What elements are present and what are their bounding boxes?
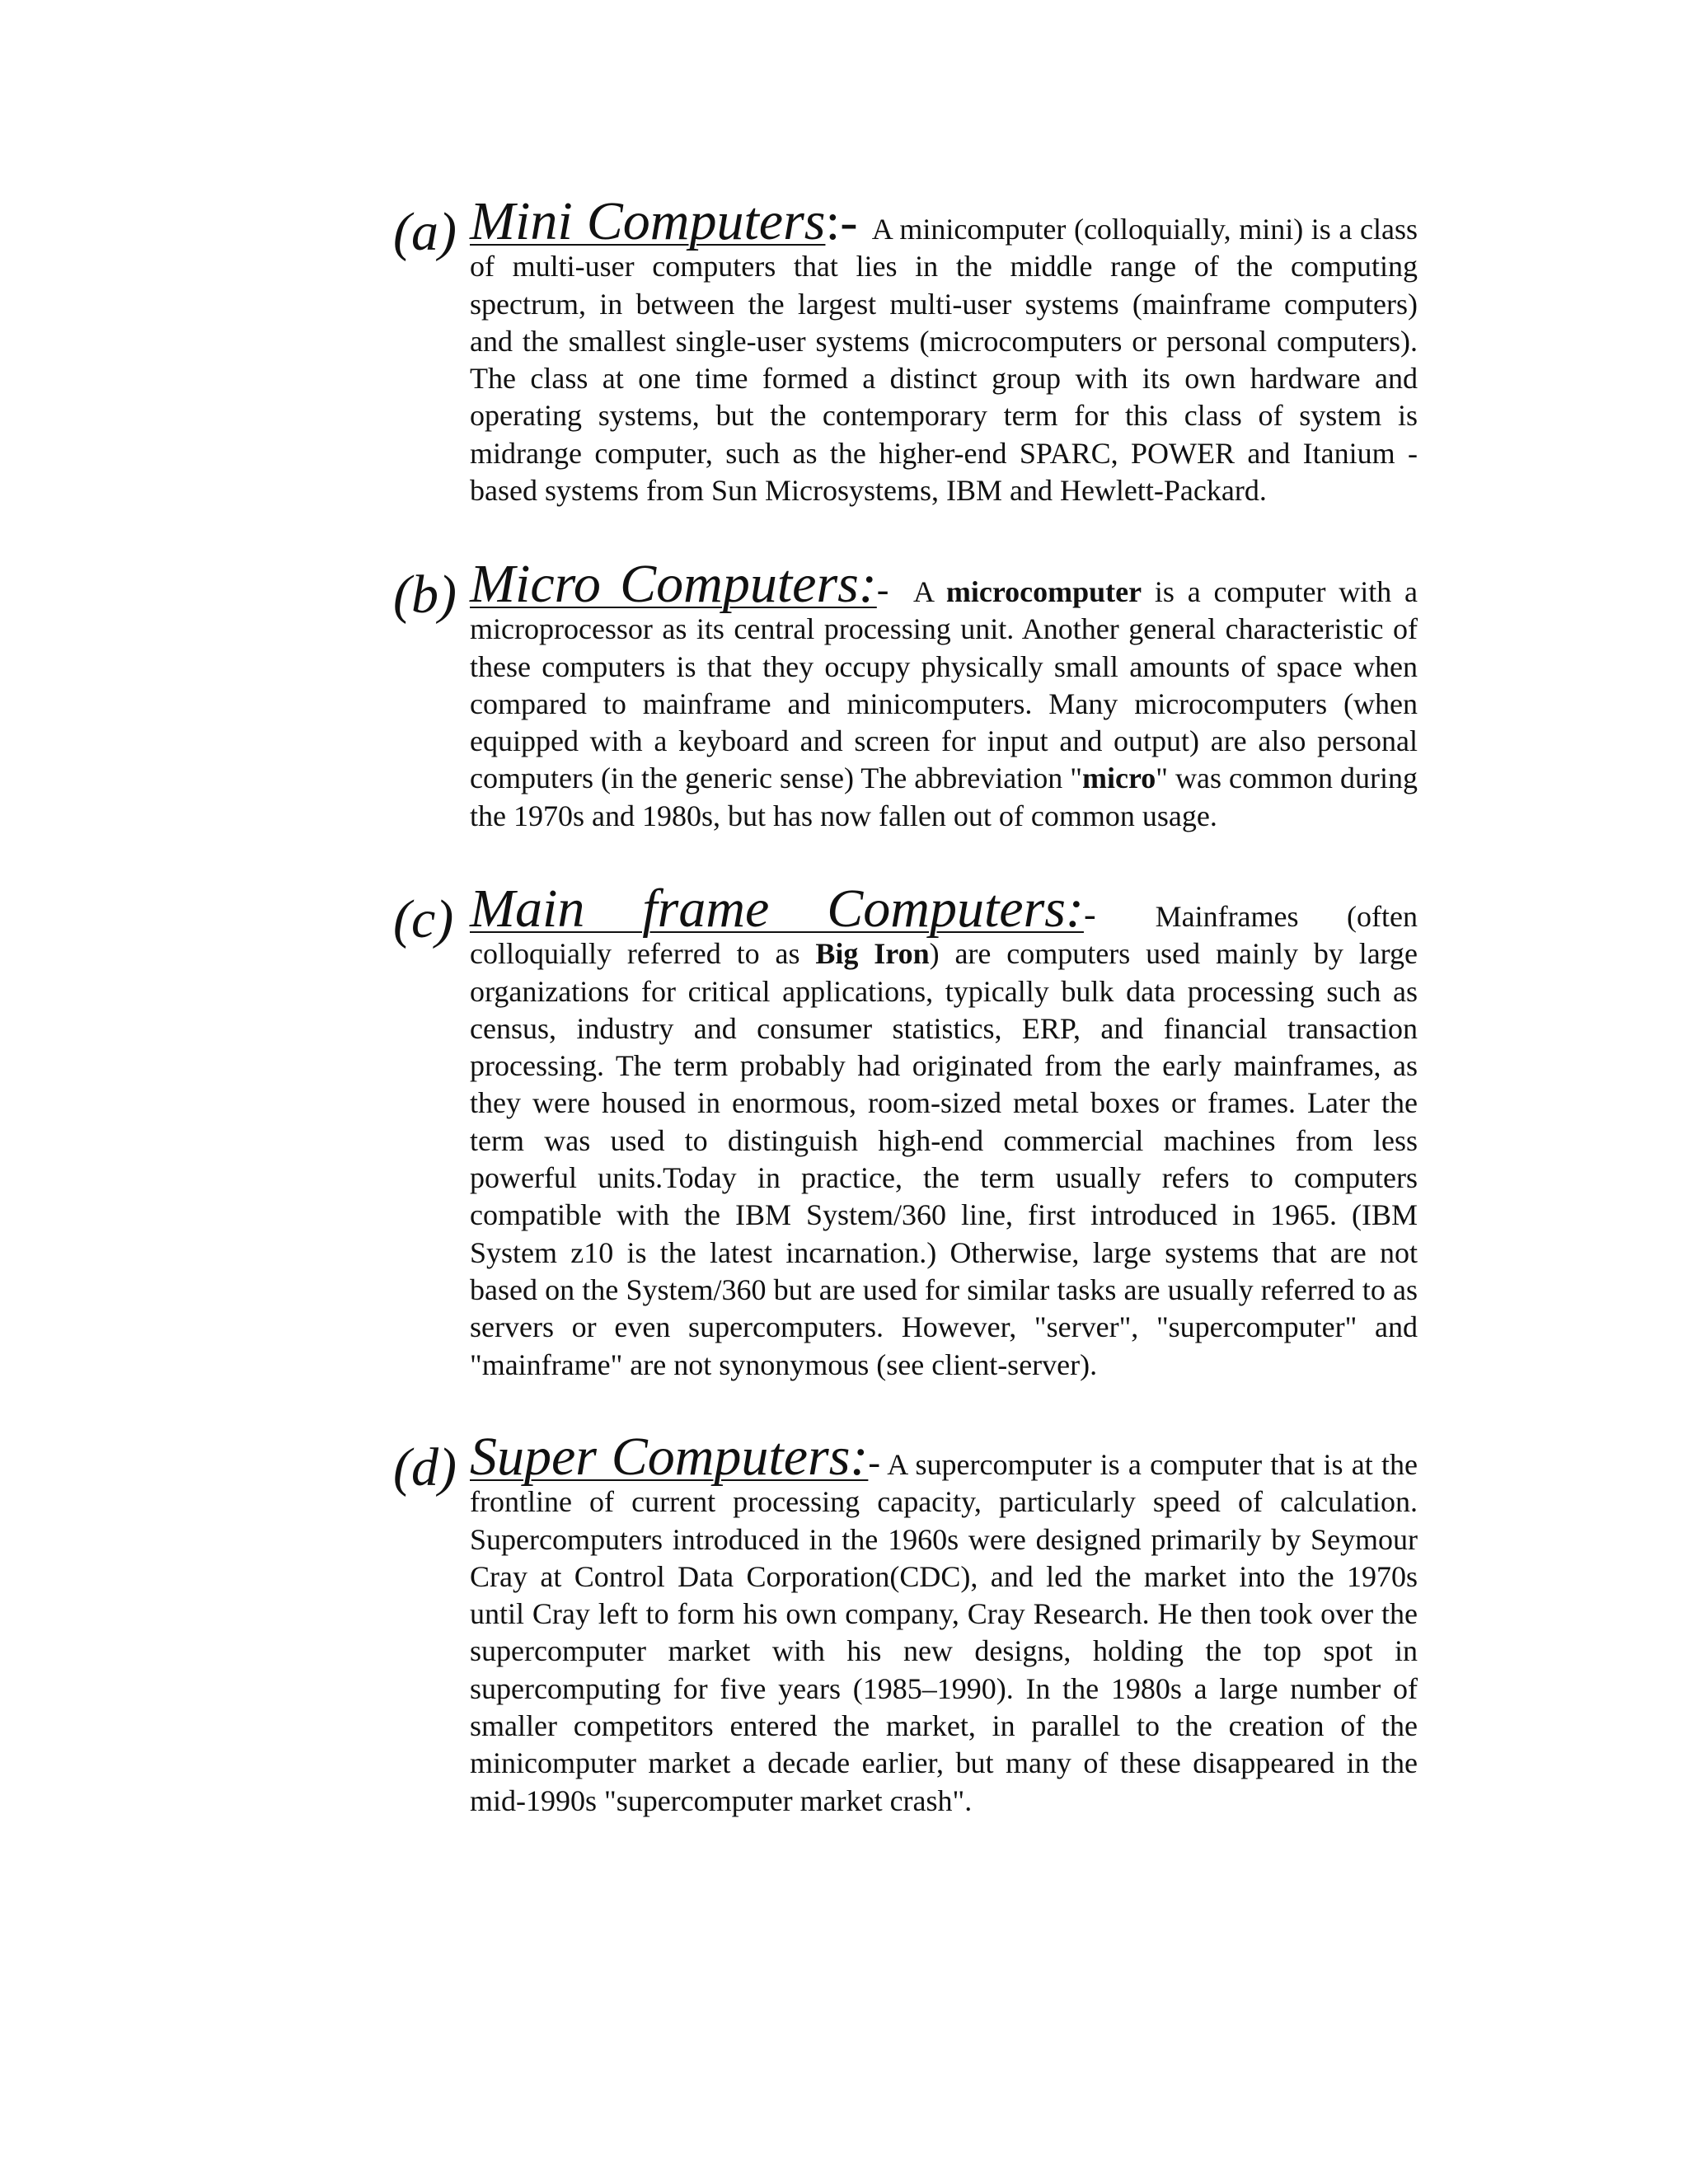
micro-computers-intro-post: is a computer with [1154, 575, 1392, 608]
mini-computers-paragraph [470, 191, 1418, 509]
mainframe-computers-intro: Mainframes (often [1155, 900, 1418, 933]
mini-computers-heading: Mini Computers [470, 191, 826, 251]
mainframe-computers-separator: - [1083, 894, 1096, 935]
section-mainframe-computers [393, 879, 1418, 1384]
mini-computers-body: class of multi-user computers that lies in the middle range of the computing spectrum, in between the largest multi-user systems (mainframe computers) and the smallest single-user systems (microcomputers or personal computers). The class at one time formed a distinct group with its own hardware and operating systems, but the contemporary term for this class of system is midrange computer, such as the higher-end SPARC, POWER and Itanium -based systems from Sun Microsystems, IBM and Hewlett-Packard. [470, 213, 1418, 508]
super-computers-paragraph [470, 1427, 1418, 1820]
super-computers-separator: - [868, 1442, 881, 1483]
super-computers-intro: A supercomputer is a computer that is at [887, 1448, 1373, 1481]
micro-computers-body-1: a microprocessor as its central processing unit. Another general characteristic of these computers is that they occupy physically small amounts of space when compared to mainframe and minicomputers. Many microcomputers (when equipped with a keyboard and screen for input and output) are also personal computers (in the generic sense) The abbreviation " [470, 575, 1418, 795]
mainframe-computers-body-bold: Big Iron [815, 937, 930, 971]
micro-computers-body-2: " was common during the 1970s and 1980s, but has now fallen out of common usage. [470, 762, 1418, 832]
super-computers-heading: Super Computers: [470, 1427, 869, 1487]
section-marker-a: (a) [393, 202, 457, 262]
micro-computers-intro-bold: microcomputer [945, 575, 1142, 608]
section-super-computers [393, 1427, 1418, 1820]
section-mini-computers [393, 191, 1418, 509]
section-marker-d: (d) [393, 1437, 457, 1497]
section-marker-b: (b) [393, 565, 457, 625]
super-computers-body: the frontline of current processing capacity, particularly speed of calculation. Supercomputers introduced in the 1960s were designed primarily by Seymour Cray at Control Data Corporation(CDC), and led the market into the 1970s until Cray left to form his own company, Cray Research. He then took over the supercomputer market with his new designs, holding the top spot in supercomputing for five years (1985–1990). In the 1980s a large number of smaller competitors entered the market, in parallel to the creation of the minicomputer market a decade earlier, but many of these disappeared in the mid-1990s "supercomputer market crash". [470, 1448, 1418, 1817]
micro-computers-paragraph [470, 554, 1418, 835]
mini-computers-intro: A minicomputer (colloquially, mini) is a [871, 213, 1353, 246]
micro-computers-body-bold: micro [1081, 762, 1156, 795]
micro-computers-intro-pre: A [913, 575, 934, 608]
mainframe-computers-body-1: colloquially referred to as [470, 937, 816, 971]
micro-computers-separator: - [876, 569, 889, 610]
micro-computers-heading: Micro Computers: [470, 554, 877, 614]
section-marker-c: (c) [393, 889, 454, 949]
mini-computers-separator: :- [825, 192, 858, 251]
mainframe-computers-body-2: ) are computers used mainly by large organizations for critical applications, typically bulk data processing such as census, industry and consumer statistics, ERP, and financial transaction processing. The term probably had originated from the early mainframes, as they were housed in enormous, room-sized metal boxes or frames. Later the term was used to distinguish high-end commercial machines from less powerful units.Today in practice, the term usually refers to computers compatible with the IBM System/360 line, first introduced in 1965. (IBM System z10 is the latest incarnation.) Otherwise, large systems that are not based on the System/360 but are used for similar tasks are usually referred to as servers or even supercomputers. However, "server", "supercomputer" and "mainframe" are not synonymous (see client-server). [470, 937, 1418, 1381]
section-micro-computers [393, 554, 1418, 835]
mainframe-computers-heading: Main frame Computers: [470, 879, 1084, 939]
mainframe-computers-paragraph [470, 879, 1418, 1384]
